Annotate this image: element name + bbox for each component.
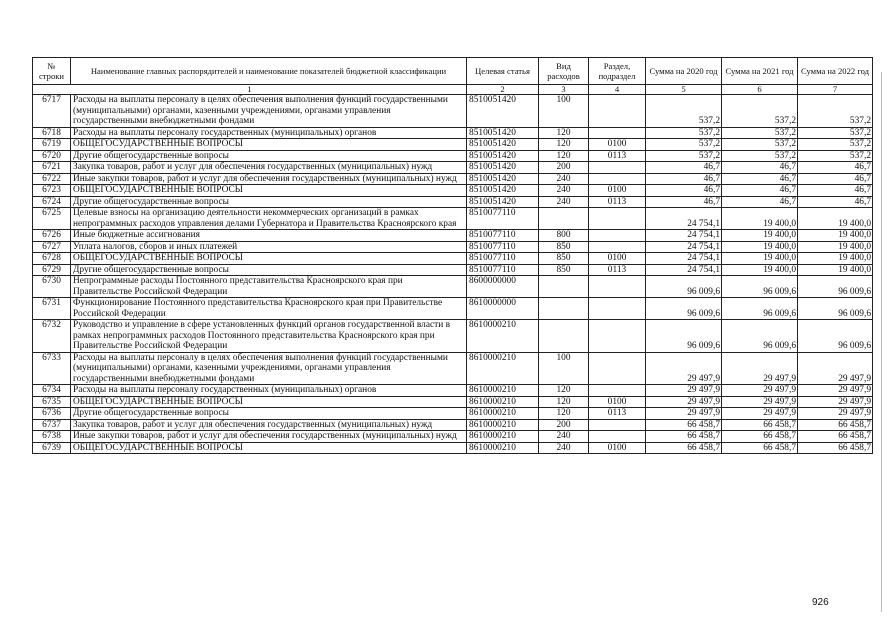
- row-sum-2022: 29 497,9: [798, 396, 873, 408]
- row-sum-2021: 46,7: [722, 185, 798, 197]
- row-section: [589, 298, 646, 320]
- row-name: ОБЩЕГОСУДАРСТВЕННЫЕ ВОПРОСЫ: [71, 396, 467, 408]
- row-target-article: 8610000000: [467, 298, 539, 320]
- row-sum-2020: 537,2: [646, 150, 722, 162]
- row-sum-2022: 29 497,9: [798, 385, 873, 397]
- row-number: 6725: [33, 208, 71, 230]
- row-expense-kind: 100: [539, 95, 589, 128]
- row-target-article: 8510077110: [467, 253, 539, 265]
- row-name: ОБЩЕГОСУДАРСТВЕННЫЕ ВОПРОСЫ: [71, 442, 467, 454]
- row-number: 6733: [33, 352, 71, 385]
- row-section: [589, 431, 646, 443]
- row-sum-2021: 19 400,0: [722, 241, 798, 253]
- row-number: 6722: [33, 173, 71, 185]
- column-number: 6: [722, 85, 798, 95]
- row-number: 6717: [33, 95, 71, 128]
- table-header-row: [33, 58, 873, 85]
- table-row: [33, 173, 873, 185]
- row-expense-kind: 200: [539, 162, 589, 174]
- row-sum-2022: 96 009,6: [798, 298, 873, 320]
- row-expense-kind: 120: [539, 127, 589, 139]
- row-section: [589, 230, 646, 242]
- row-sum-2021: 537,2: [722, 127, 798, 139]
- row-name: Расходы на выплаты персоналу в целях обеспечения выполнения функций государственными (муниципальными) органами, казенными учреждениями, органами управления государственными внебюджетными фондами: [71, 352, 467, 385]
- row-sum-2022: 46,7: [798, 173, 873, 185]
- row-expense-kind: 850: [539, 264, 589, 276]
- row-target-article: 8510051420: [467, 173, 539, 185]
- row-name: ОБЩЕГОСУДАРСТВЕННЫЕ ВОПРОСЫ: [71, 139, 467, 151]
- row-expense-kind: 240: [539, 431, 589, 443]
- row-section: [589, 419, 646, 431]
- row-name: ОБЩЕГОСУДАРСТВЕННЫЕ ВОПРОСЫ: [71, 185, 467, 197]
- row-number: 6734: [33, 385, 71, 397]
- row-number: 6737: [33, 419, 71, 431]
- row-expense-kind: 100: [539, 352, 589, 385]
- table-row: [33, 185, 873, 197]
- row-sum-2021: 29 497,9: [722, 396, 798, 408]
- row-section: [589, 241, 646, 253]
- row-sum-2022: 19 400,0: [798, 230, 873, 242]
- row-sum-2020: 29 497,9: [646, 408, 722, 420]
- row-number: 6738: [33, 431, 71, 443]
- row-name: Расходы на выплаты персоналу государственных (муниципальных) органов: [71, 385, 467, 397]
- budget-table: [32, 57, 873, 454]
- row-sum-2021: 46,7: [722, 196, 798, 208]
- column-number: 1: [33, 85, 467, 95]
- budget-table-page: [32, 57, 872, 454]
- row-target-article: 8610000210: [467, 442, 539, 454]
- row-expense-kind: 240: [539, 173, 589, 185]
- row-section: [589, 208, 646, 230]
- row-section: 0113: [589, 408, 646, 420]
- row-number: 6721: [33, 162, 71, 174]
- row-expense-kind: 120: [539, 139, 589, 151]
- row-expense-kind: 850: [539, 241, 589, 253]
- row-sum-2021: 29 497,9: [722, 408, 798, 420]
- row-section: 0100: [589, 185, 646, 197]
- table-row: [33, 253, 873, 265]
- row-number: 6727: [33, 241, 71, 253]
- row-target-article: 8610000210: [467, 320, 539, 353]
- column-number: 2: [467, 85, 539, 95]
- row-target-article: 8510051420: [467, 185, 539, 197]
- row-name: Другие общегосударственные вопросы: [71, 196, 467, 208]
- table-row: [33, 352, 873, 385]
- table-row: [33, 196, 873, 208]
- header-sum-2021: Сумма на 2021 год: [722, 58, 798, 85]
- row-name: Иные закупки товаров, работ и услуг для обеспечения государственных (муниципальных) нужд: [71, 173, 467, 185]
- row-name: Закупка товаров, работ и услуг для обеспечения государственных (муниципальных) нужд: [71, 162, 467, 174]
- row-name: Другие общегосударственные вопросы: [71, 408, 467, 420]
- row-number: 6723: [33, 185, 71, 197]
- row-expense-kind: 240: [539, 442, 589, 454]
- row-number: 6739: [33, 442, 71, 454]
- row-sum-2022: 46,7: [798, 162, 873, 174]
- row-target-article: 8510077110: [467, 230, 539, 242]
- row-sum-2020: 29 497,9: [646, 352, 722, 385]
- row-expense-kind: 240: [539, 185, 589, 197]
- row-section: 0100: [589, 396, 646, 408]
- row-sum-2020: 96 009,6: [646, 320, 722, 353]
- row-number: 6719: [33, 139, 71, 151]
- row-expense-kind: 200: [539, 419, 589, 431]
- row-sum-2020: 29 497,9: [646, 396, 722, 408]
- row-number: 6729: [33, 264, 71, 276]
- column-number: 5: [646, 85, 722, 95]
- row-sum-2021: 96 009,6: [722, 276, 798, 298]
- row-number: 6731: [33, 298, 71, 320]
- row-sum-2021: 29 497,9: [722, 385, 798, 397]
- row-target-article: 8610000210: [467, 408, 539, 420]
- header-sum-2020: Сумма на 2020 год: [646, 58, 722, 85]
- row-section: [589, 385, 646, 397]
- row-target-article: 8510051420: [467, 127, 539, 139]
- table-row: [33, 139, 873, 151]
- row-name: Руководство и управление в сфере установленных функций органов государственной власти в рамках непрограммных расходов Постоянного представительства Красноярского края при Правительстве Российской Федерации: [71, 320, 467, 353]
- row-sum-2020: 24 754,1: [646, 264, 722, 276]
- table-row: [33, 208, 873, 230]
- column-number: 7: [798, 85, 873, 95]
- row-target-article: 8610000210: [467, 396, 539, 408]
- row-name: Иные закупки товаров, работ и услуг для обеспечения государственных (муниципальных) нужд: [71, 431, 467, 443]
- row-sum-2021: 29 497,9: [722, 352, 798, 385]
- row-name: Непрограммные расходы Постоянного представительства Красноярского края при Правительстве Российской Федерации: [71, 276, 467, 298]
- row-sum-2022: 29 497,9: [798, 408, 873, 420]
- row-sum-2020: 29 497,9: [646, 385, 722, 397]
- table-row: [33, 95, 873, 128]
- row-sum-2020: 96 009,6: [646, 298, 722, 320]
- row-number: 6735: [33, 396, 71, 408]
- row-name: Уплата налогов, сборов и иных платежей: [71, 241, 467, 253]
- row-target-article: 8510051420: [467, 196, 539, 208]
- row-name: Целевые взносы на организацию деятельности некоммерческих организаций в рамках непрограммных расходов управления делами Губернатора и Правительства Красноярского края: [71, 208, 467, 230]
- row-sum-2020: 24 754,1: [646, 208, 722, 230]
- row-expense-kind: [539, 276, 589, 298]
- row-section: 0100: [589, 253, 646, 265]
- row-sum-2020: 24 754,1: [646, 230, 722, 242]
- row-sum-2022: 29 497,9: [798, 352, 873, 385]
- row-sum-2021: 19 400,0: [722, 208, 798, 230]
- table-row: [33, 298, 873, 320]
- row-sum-2021: 66 458,7: [722, 442, 798, 454]
- row-sum-2022: 19 400,0: [798, 253, 873, 265]
- table-row: [33, 385, 873, 397]
- row-sum-2020: 46,7: [646, 196, 722, 208]
- row-section: [589, 352, 646, 385]
- row-sum-2020: 24 754,1: [646, 253, 722, 265]
- row-section: [589, 276, 646, 298]
- row-sum-2020: 66 458,7: [646, 442, 722, 454]
- row-sum-2021: 46,7: [722, 162, 798, 174]
- row-sum-2022: 537,2: [798, 127, 873, 139]
- row-expense-kind: [539, 208, 589, 230]
- row-sum-2021: 96 009,6: [722, 298, 798, 320]
- row-section: 0100: [589, 139, 646, 151]
- table-row: [33, 162, 873, 174]
- row-section: [589, 95, 646, 128]
- row-sum-2021: 96 009,6: [722, 320, 798, 353]
- page-edge-line: [881, 72, 882, 612]
- row-sum-2022: 537,2: [798, 150, 873, 162]
- row-target-article: 8610000210: [467, 419, 539, 431]
- row-expense-kind: 800: [539, 230, 589, 242]
- row-sum-2021: 66 458,7: [722, 419, 798, 431]
- row-sum-2020: 66 458,7: [646, 419, 722, 431]
- row-sum-2022: 537,2: [798, 95, 873, 128]
- row-sum-2021: 537,2: [722, 95, 798, 128]
- column-numbers-row: [33, 85, 873, 95]
- row-sum-2022: 96 009,6: [798, 276, 873, 298]
- column-number: 4: [589, 85, 646, 95]
- header-name: Наименование главных распорядителей и наименование показателей бюджетной классификации: [71, 58, 467, 85]
- row-number: 6728: [33, 253, 71, 265]
- row-target-article: 8510077110: [467, 264, 539, 276]
- page-number: 926: [812, 597, 829, 608]
- row-section: 0100: [589, 442, 646, 454]
- row-sum-2021: 19 400,0: [722, 253, 798, 265]
- table-row: [33, 442, 873, 454]
- row-name: Расходы на выплаты персоналу государственных (муниципальных) органов: [71, 127, 467, 139]
- row-section: [589, 320, 646, 353]
- row-expense-kind: [539, 298, 589, 320]
- row-expense-kind: 850: [539, 253, 589, 265]
- row-sum-2022: 46,7: [798, 185, 873, 197]
- row-name: Расходы на выплаты персоналу в целях обеспечения выполнения функций государственными (муниципальными) органами, казенными учреждениями, органами управления государственными внебюджетными фондами: [71, 95, 467, 128]
- row-target-article: 8510051420: [467, 95, 539, 128]
- table-row: [33, 150, 873, 162]
- row-expense-kind: 240: [539, 196, 589, 208]
- table-row: [33, 264, 873, 276]
- row-sum-2022: 46,7: [798, 196, 873, 208]
- table-row: [33, 431, 873, 443]
- row-name: Другие общегосударственные вопросы: [71, 264, 467, 276]
- row-sum-2020: 96 009,6: [646, 276, 722, 298]
- table-row: [33, 320, 873, 353]
- row-section: 0113: [589, 264, 646, 276]
- table-row: [33, 241, 873, 253]
- row-target-article: 8610000210: [467, 431, 539, 443]
- row-expense-kind: 120: [539, 150, 589, 162]
- row-sum-2022: 66 458,7: [798, 419, 873, 431]
- row-section: 0113: [589, 150, 646, 162]
- row-sum-2022: 66 458,7: [798, 431, 873, 443]
- row-target-article: 8510077110: [467, 241, 539, 253]
- row-name: Закупка товаров, работ и услуг для обеспечения государственных (муниципальных) нужд: [71, 419, 467, 431]
- header-target-article: Целевая статья: [467, 58, 539, 85]
- row-sum-2022: 19 400,0: [798, 264, 873, 276]
- row-number: 6724: [33, 196, 71, 208]
- row-name: Иные бюджетные ассигнования: [71, 230, 467, 242]
- row-sum-2022: 537,2: [798, 139, 873, 151]
- table-row: [33, 396, 873, 408]
- row-sum-2021: 19 400,0: [722, 230, 798, 242]
- row-number: 6736: [33, 408, 71, 420]
- row-section: [589, 127, 646, 139]
- table-row: [33, 127, 873, 139]
- row-expense-kind: 120: [539, 408, 589, 420]
- header-row-number: № строки: [33, 58, 71, 85]
- row-sum-2020: 46,7: [646, 173, 722, 185]
- row-target-article: 8510051420: [467, 162, 539, 174]
- row-sum-2021: 537,2: [722, 150, 798, 162]
- row-expense-kind: 120: [539, 385, 589, 397]
- row-target-article: 8600000000: [467, 276, 539, 298]
- row-number: 6732: [33, 320, 71, 353]
- row-sum-2022: 66 458,7: [798, 442, 873, 454]
- row-sum-2021: 46,7: [722, 173, 798, 185]
- table-row: [33, 230, 873, 242]
- row-target-article: 8610000210: [467, 352, 539, 385]
- row-name: Функционирование Постоянного представительства Красноярского края при Правительстве Российской Федерации: [71, 298, 467, 320]
- row-sum-2020: 46,7: [646, 162, 722, 174]
- row-sum-2022: 96 009,6: [798, 320, 873, 353]
- row-number: 6720: [33, 150, 71, 162]
- header-section: Раздел, подраздел: [589, 58, 646, 85]
- row-sum-2020: 537,2: [646, 95, 722, 128]
- row-sum-2021: 537,2: [722, 139, 798, 151]
- row-target-article: 8510051420: [467, 150, 539, 162]
- row-expense-kind: [539, 320, 589, 353]
- row-section: 0113: [589, 196, 646, 208]
- row-target-article: 8510077110: [467, 208, 539, 230]
- row-sum-2020: 66 458,7: [646, 431, 722, 443]
- row-expense-kind: 120: [539, 396, 589, 408]
- row-name: Другие общегосударственные вопросы: [71, 150, 467, 162]
- row-sum-2021: 19 400,0: [722, 264, 798, 276]
- row-section: [589, 162, 646, 174]
- table-row: [33, 408, 873, 420]
- row-number: 6730: [33, 276, 71, 298]
- row-sum-2020: 537,2: [646, 139, 722, 151]
- row-target-article: 8510051420: [467, 139, 539, 151]
- row-sum-2020: 24 754,1: [646, 241, 722, 253]
- row-sum-2020: 46,7: [646, 185, 722, 197]
- row-sum-2022: 19 400,0: [798, 208, 873, 230]
- header-sum-2022: Сумма на 2022 год: [798, 58, 873, 85]
- row-sum-2022: 19 400,0: [798, 241, 873, 253]
- table-row: [33, 276, 873, 298]
- row-sum-2021: 66 458,7: [722, 431, 798, 443]
- row-number: 6718: [33, 127, 71, 139]
- row-section: [589, 173, 646, 185]
- row-target-article: 8610000210: [467, 385, 539, 397]
- row-sum-2020: 537,2: [646, 127, 722, 139]
- row-name: ОБЩЕГОСУДАРСТВЕННЫЕ ВОПРОСЫ: [71, 253, 467, 265]
- row-number: 6726: [33, 230, 71, 242]
- header-expense-kind: Вид расходов: [539, 58, 589, 85]
- table-row: [33, 419, 873, 431]
- column-number: 3: [539, 85, 589, 95]
